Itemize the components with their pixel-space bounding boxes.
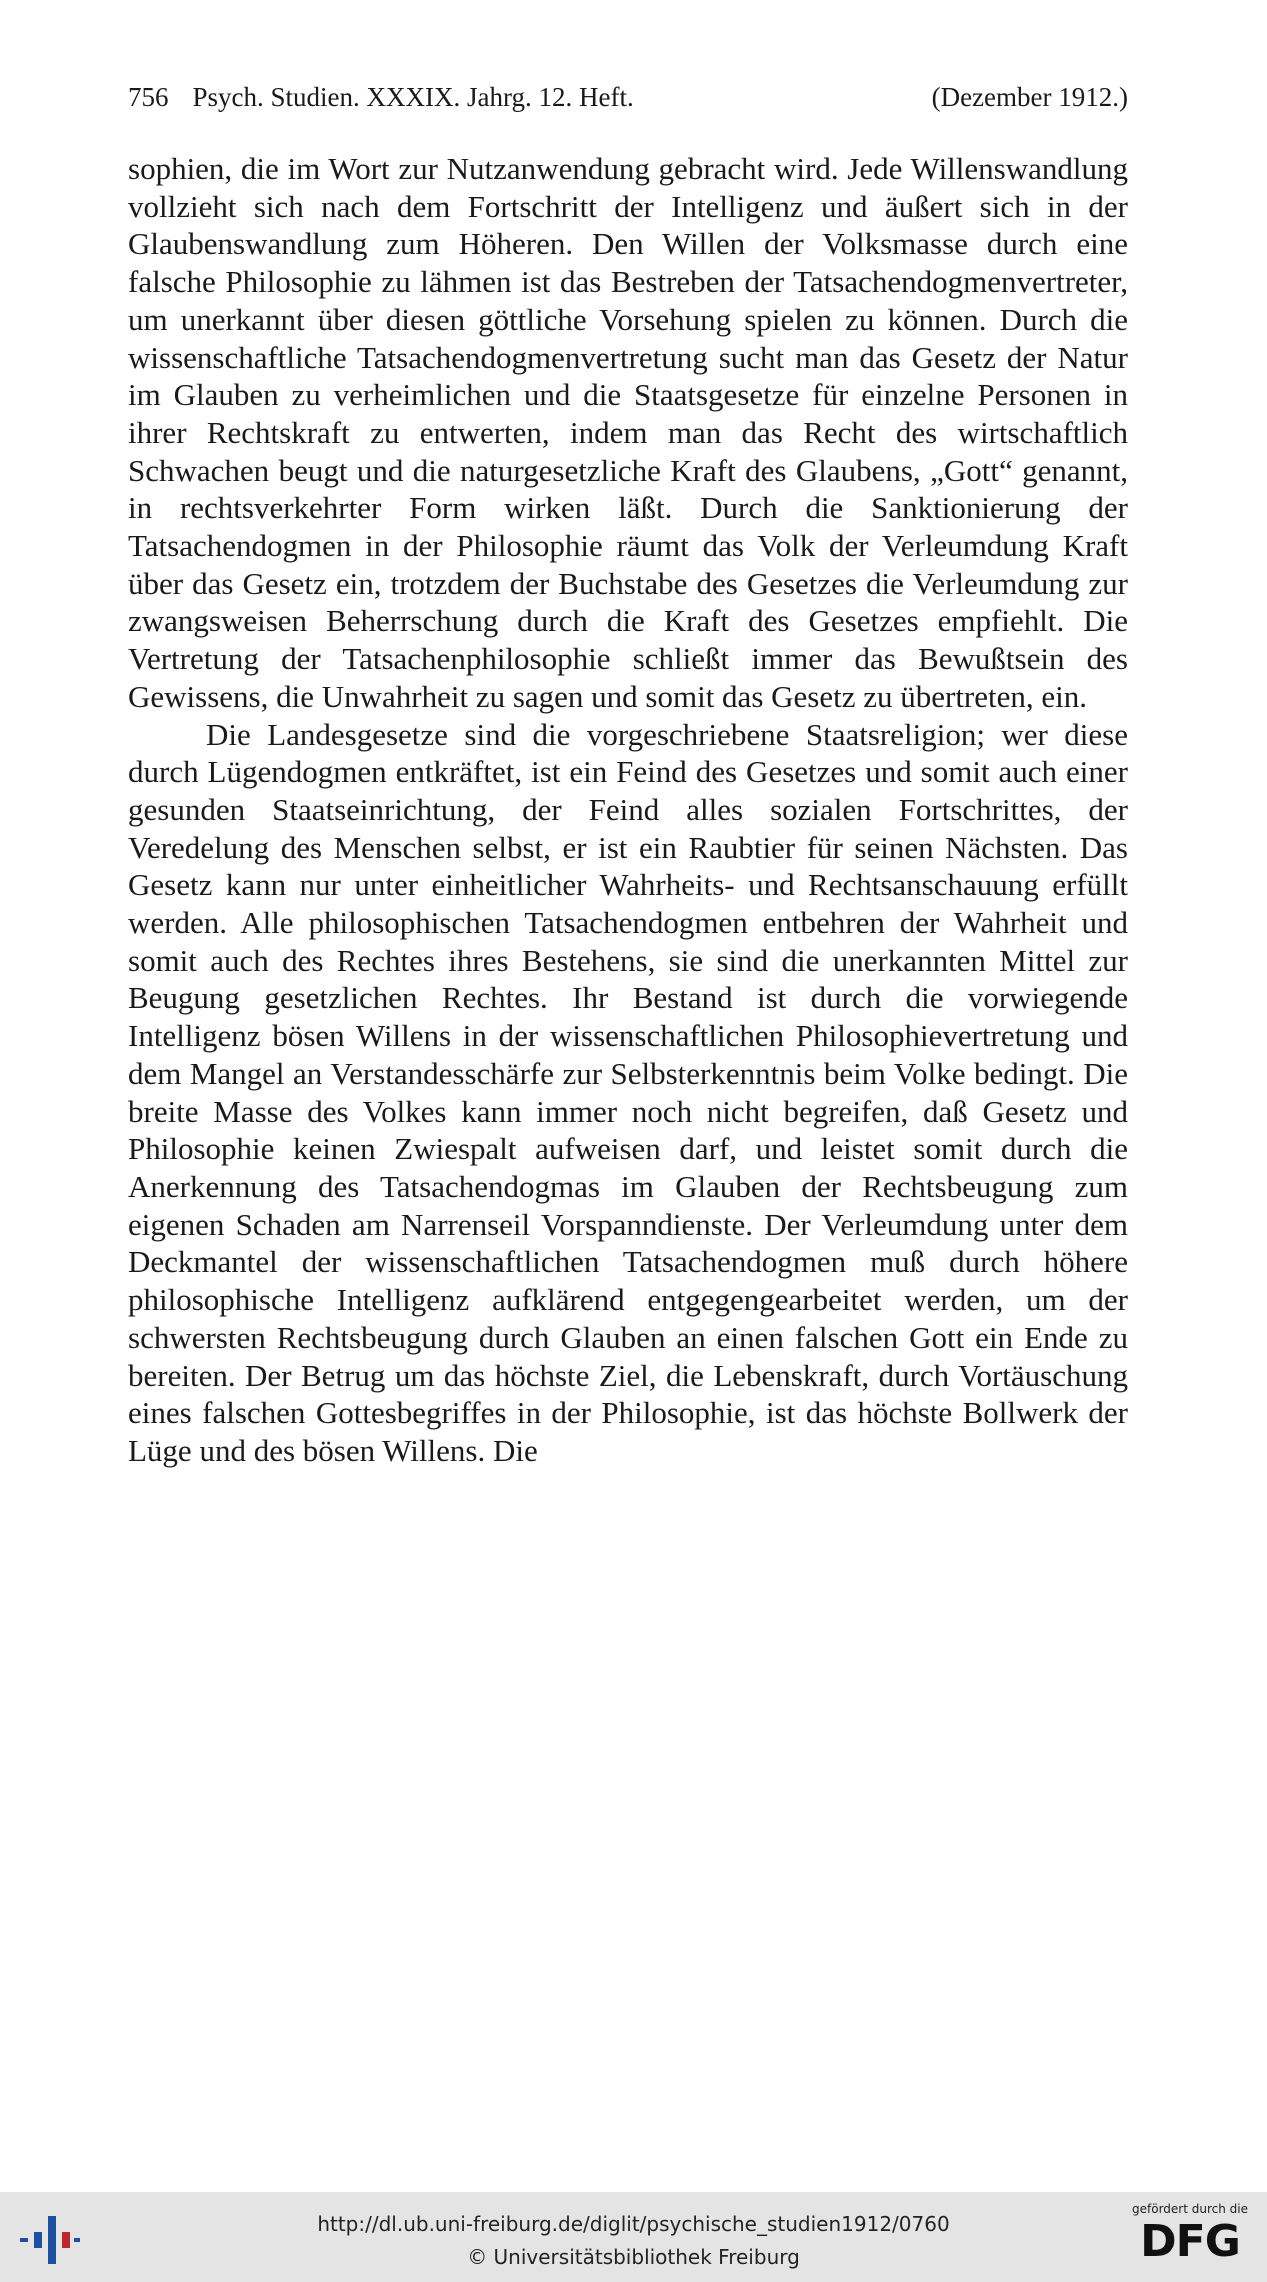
- issue-date: (Dezember 1912.): [931, 82, 1128, 112]
- page-number: 756: [128, 82, 169, 112]
- dfg-funding-caption: gefördert durch die: [1132, 2202, 1248, 2216]
- page-header: [128, 82, 1128, 122]
- dfg-logo: [1125, 2202, 1255, 2276]
- dfg-logo-text: DFG: [1140, 2216, 1240, 2267]
- copyright-notice: © Universitätsbibliothek Freiburg: [467, 2245, 800, 2269]
- journal-title: Psych. Studien. XXXIX. Jahrg. 12. Heft.: [192, 82, 634, 112]
- footer-bar: [0, 2192, 1267, 2282]
- paragraph-2: Die Landesgesetze sind die vorgeschriebene Staatsreligion; wer diese durch Lügendogmen entkräftet, ist ein Feind des Gesetzes und somit auch einer gesunden Staatseinrichtung, der Feind alles sozialen Fortschrittes, der Veredelung des Menschen selbst, er ist ein Raubtier für seinen Nächsten. Das Gesetz kann nur unter einheitlicher Wahrheits- und Rechtsanschauung erfüllt werden. Alle philosophischen Tatsachendogmen entbehren der Wahrheit und somit auch des Rechtes ihres Bestehens, sie sind die unerkannten Mittel zur Beugung gesetzlichen Rechtes. Ihr Bestand ist durch die vorwiegende Intelligenz bösen Willens in der wissenschaftlichen Philosophievertretung und dem Mangel an Verstandesschärfe zur Selbsterkenntnis beim Volke bedingt. Die breite Masse des Volkes kann immer noch nicht begreifen, daß Gesetz und Philosophie keinen Zwiespalt aufweisen darf, und leistet somit durch die Anerkennung des Tatsachendogmas im Glauben der Rechtsbeugung zum eigenen Schaden am Narrenseil Vorspanndienste. Der Verleumdung unter dem Deckmantel der wissenschaftlichen Tatsachendogmen muß durch höhere philosophische Intelligenz aufklärend entgegengearbeitet werden, um der schwersten Rechtsbeugung durch Glauben an einen falschen Gott ein Ende zu bereiten. Der Betrug um das höchste Ziel, die Lebenskraft, durch Vortäuschung eines falschen Gottesbegriffes in der Philosophie, ist das höchste Bollwerk der Lüge und des bösen Willens. Die: [128, 716, 1128, 1468]
- paragraph-1: sophien, die im Wort zur Nutzanwendung gebracht wird. Jede Willenswandlung vollzieht sich nach dem Fortschritt der Intelligenz und äußert sich in der Glaubenswandlung zum Höheren. Den Willen der Volksmasse durch eine falsche Philosophie zu lähmen ist das Bestreben der Tatsachendogmenvertreter, um unerkannt über diesen göttliche Vorsehung spielen zu können. Durch die wissenschaftliche Tatsachendogmenvertretung sucht man das Gesetz der Natur im Glauben zu verheimlichen und die Staatsgesetze für einzelne Personen in ihrer Rechtskraft zu entwerten, indem man das Recht des wirtschaftlich Schwachen beugt und die naturgesetzliche Kraft des Glaubens, „Gott“ genannt, in rechtsverkehrter Form wirken läßt. Durch die Sanktionierung der Tatsachendogmen in der Philosophie räumt das Volk der Verleumdung Kraft über das Gesetz ein, trotzdem der Buchstabe des Gesetzes die Verleumdung zur zwangsweisen Beherrschung durch die Kraft des Gesetzes empfiehlt. Die Vertretung der Tatsachenphilosophie schließt immer das Bewußtsein des Gewissens, die Unwahrheit zu sagen und somit das Gesetz zu übertreten, ein.: [128, 151, 1128, 714]
- source-url[interactable]: http://dl.ub.uni-freiburg.de/diglit/psychische_studien1912/0760: [317, 2212, 950, 2236]
- body-text: [128, 150, 1128, 1470]
